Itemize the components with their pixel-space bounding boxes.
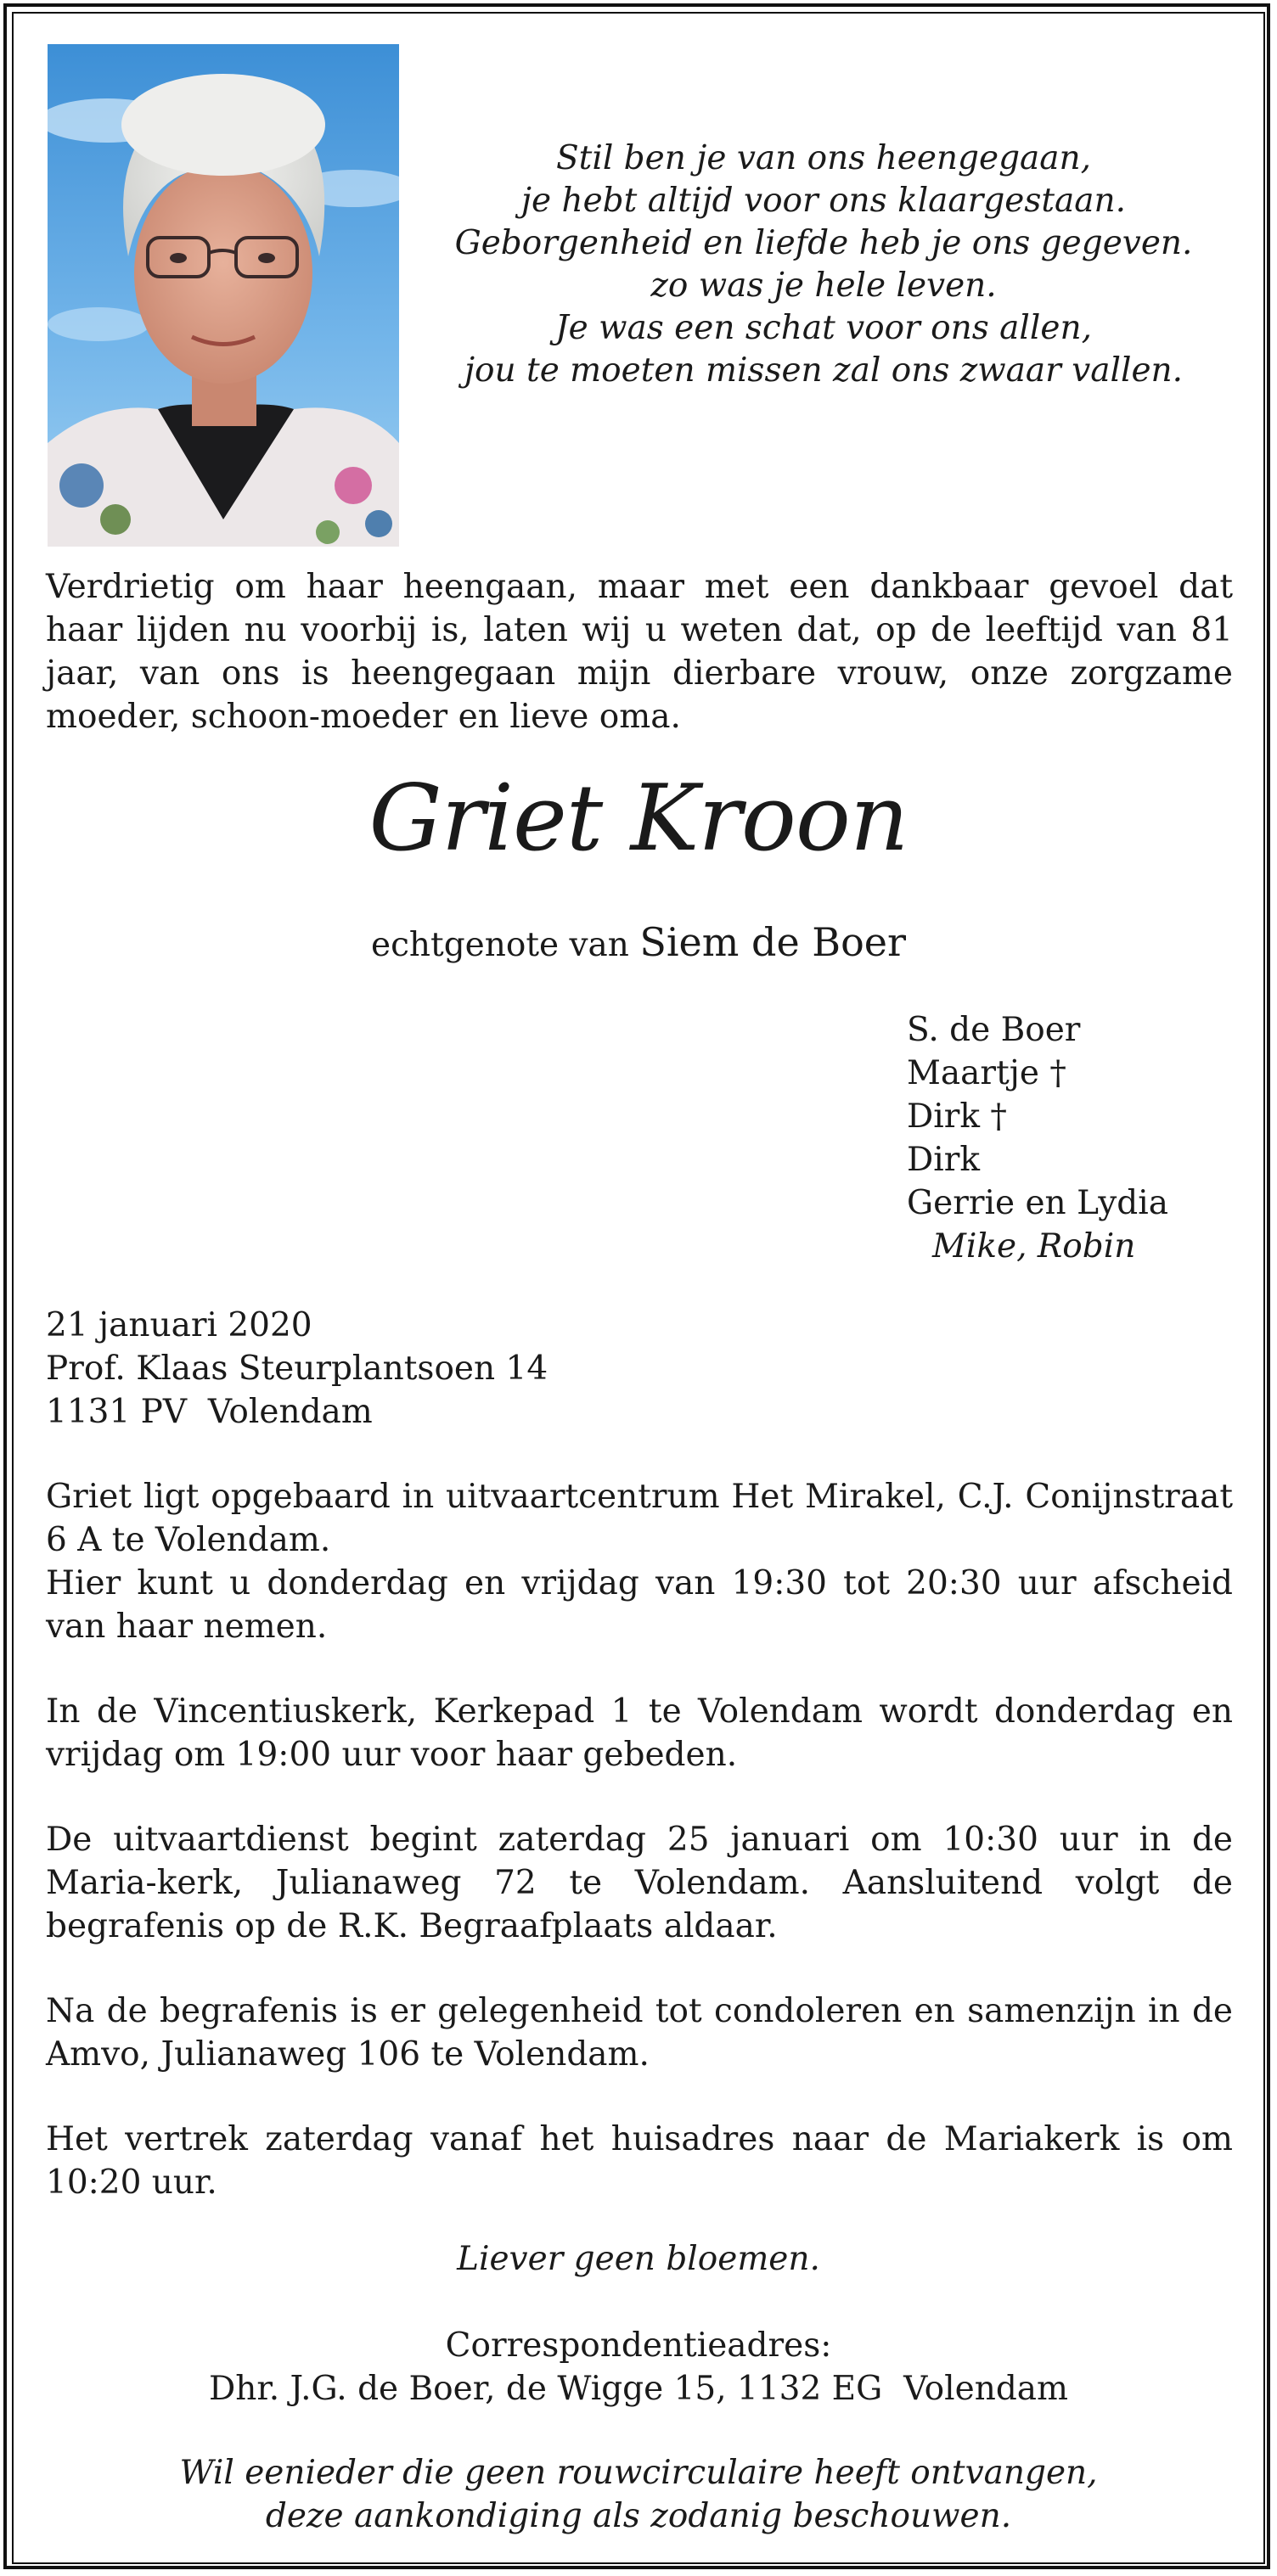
poem-line: Stil ben je van ons heengegaan, (555, 139, 1092, 177)
no-flowers-note: Liever geen bloemen. (457, 2240, 820, 2278)
address-street: Prof. Klaas Steurplantsoen 14 (46, 1350, 548, 1388)
prayer-paragraph: In de Vincentiuskerk, Kerkepad 1 te Volendam wordt donderdag en vrijdag om 19:00 uur voor haar gebeden. (46, 1692, 1233, 1774)
spouse-line (0, 917, 1277, 971)
circular-notice (0, 2451, 1277, 2538)
spouse-prefix: echtgenote van (370, 926, 629, 964)
viewing-paragraph: Griet ligt opgebaard in uitvaartcentrum Het Mirakel, C.J. Conijnstraat 6 A te Volendam. Hier kunt u donderdag en vrijdag van 19:30 tot 20:30 uur afscheid van haar nemen. (46, 1478, 1233, 1646)
poem-line: Je was een schat voor ons allen, (555, 309, 1092, 347)
intro-paragraph: Verdrietig om haar heengaan, maar met een dankbaar gevoel dat haar lijden nu voorbij is, laten wij u weten dat, op de leeftijd van 81 jaar, van ons is heengegaan mijn dierbare vrouw, onze zorgzame moeder, schoon-moeder en lieve oma. (46, 568, 1233, 736)
portrait-photo (48, 44, 399, 547)
arrangements (46, 1475, 1233, 2246)
correspondence-label: Correspondentieadres: (445, 2326, 832, 2365)
notice-date: 21 januari 2020 (46, 1306, 312, 1344)
relative-item: Gerrie en Lydia (907, 1184, 1169, 1222)
poem-line: zo was je hele leven. (650, 267, 997, 305)
correspondence-block (0, 2324, 1277, 2410)
poem (425, 137, 1223, 392)
relative-item: Dirk (907, 1141, 981, 1179)
deceased-name: Griet Kroon (368, 766, 909, 872)
condolence-paragraph: Na de begrafenis is er gelegenheid tot condoleren en samenzijn in de Amvo, Julianaweg 106 te Volendam. (46, 1992, 1233, 2074)
notice-line: Wil eenieder die geen rouwcirculaire heeft ontvangen, (179, 2454, 1098, 2492)
grandchildren: Mike, Robin (932, 1227, 1136, 1266)
poem-line: Geborgenheid en liefde heb je ons gegeven. (454, 224, 1193, 262)
relative-item: S. de Boer (907, 1011, 1081, 1049)
service-paragraph: De uitvaartdienst begint zaterdag 25 januari om 10:30 uur in de Maria-kerk, Julianaweg 72 te Volendam. Aansluitend volgt de begrafenis op de R.K. Begraafplaats aldaar. (46, 1821, 1233, 1945)
home-address (46, 1304, 548, 1434)
poem-line: jou te moeten missen zal ons zwaar vallen. (464, 351, 1184, 390)
address-city: 1131 PV Volendam (46, 1393, 373, 1431)
spouse-name: Siem de Boer (639, 919, 907, 965)
relative-item: Dirk † (907, 1097, 1007, 1136)
poem-line: je hebt altijd voor ons klaargestaan. (520, 182, 1127, 220)
relative-item: Maartje † (907, 1054, 1066, 1092)
notice-line: deze aankondiging als zodanig beschouwen. (265, 2497, 1012, 2535)
correspondence-address: Dhr. J.G. de Boer, de Wigge 15, 1132 EG Volendam (208, 2370, 1069, 2408)
relatives-list (907, 1008, 1168, 1268)
departure-paragraph: Het vertrek zaterdag vanaf het huisadres naar de Mariakerk is om 10:20 uur. (46, 2120, 1233, 2202)
